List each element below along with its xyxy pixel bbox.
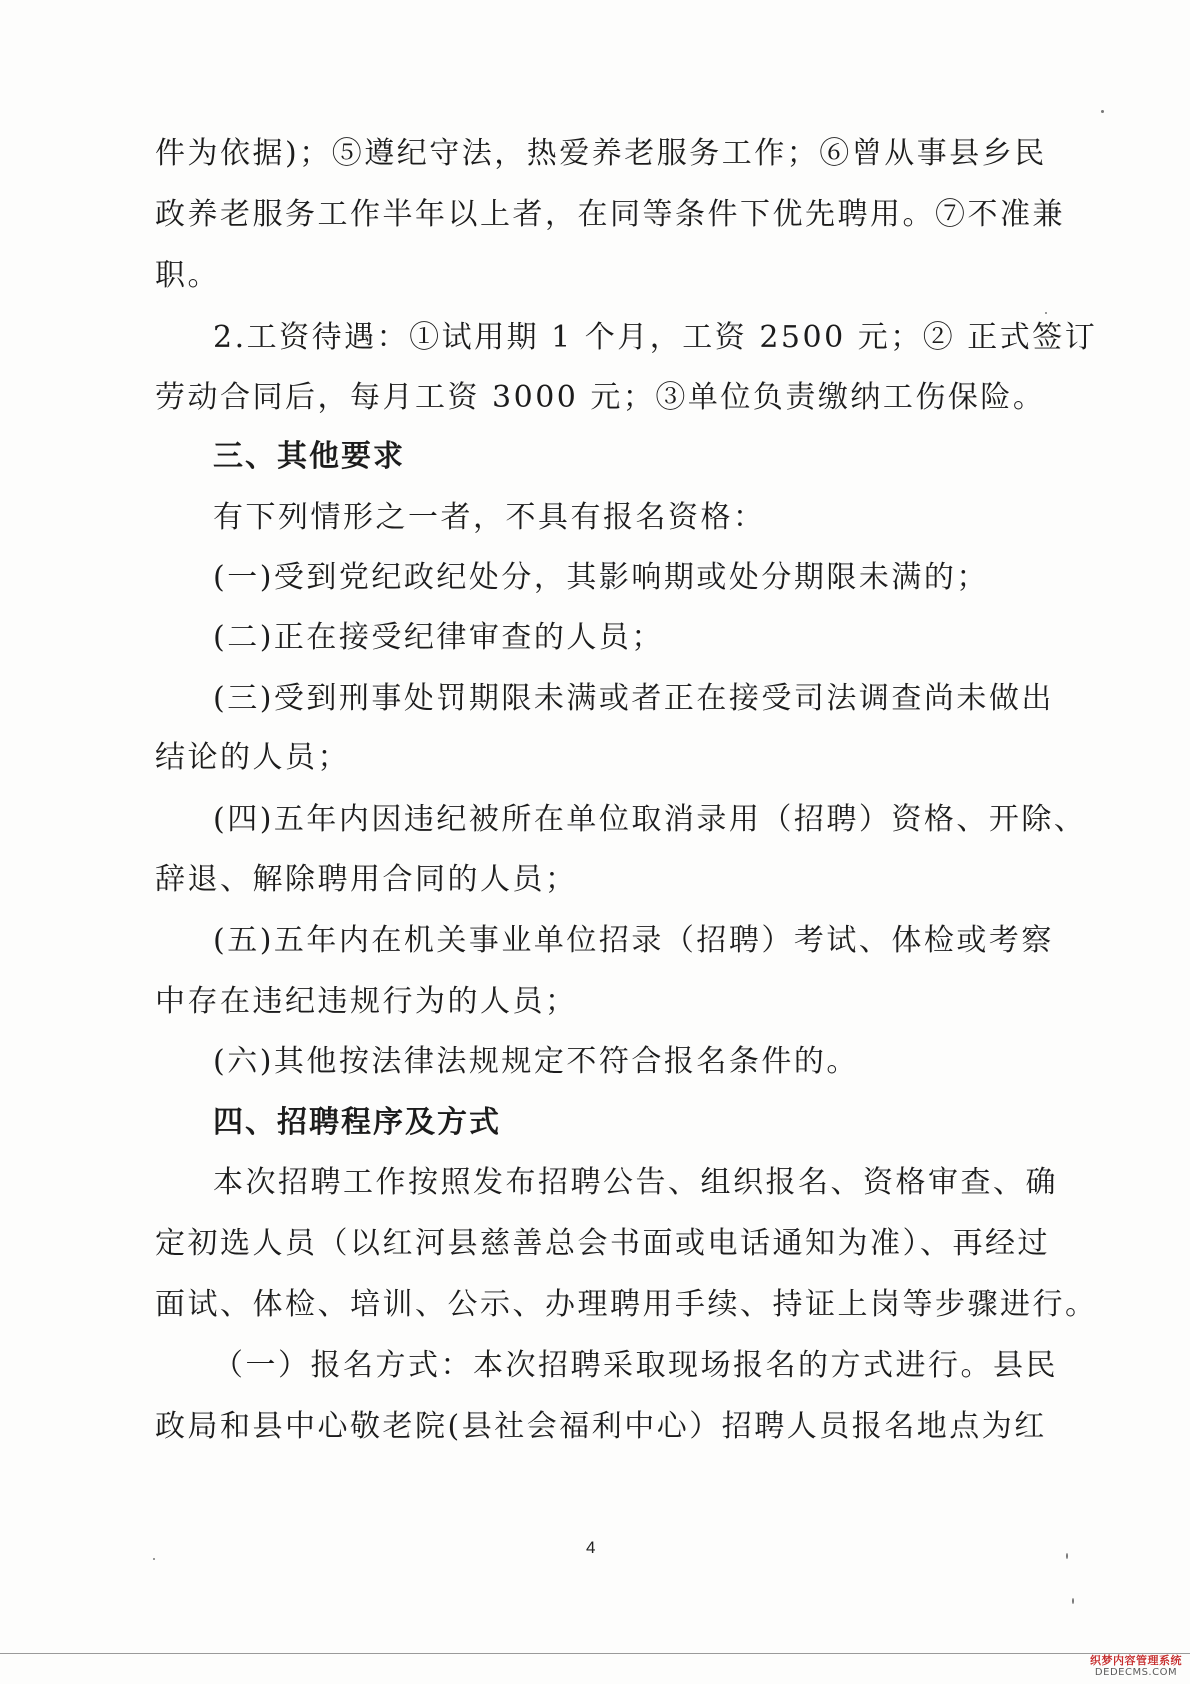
list-item: (五)五年内在机关事业单位招录（招聘）考试、体检或考察 — [213, 923, 1054, 958]
scan-bottom-edge — [0, 1653, 1190, 1654]
body-line: 中存在违纪违规行为的人员； — [155, 984, 578, 1019]
body-line: 件为依据)；⑤遵纪守法，热爱养老服务工作；⑥曾从事县乡民 — [155, 136, 1047, 171]
scan-speck — [1101, 110, 1104, 113]
body-line: 辞退、解除聘用合同的人员； — [155, 862, 578, 897]
body-line: 劳动合同后，每月工资 3000 元；③单位负责缴纳工伤保险。 — [155, 380, 1046, 415]
section-heading: 四、招聘程序及方式 — [213, 1105, 501, 1140]
body-line: 政局和县中心敬老院(县社会福利中心）招聘人员报名地点为红 — [155, 1409, 1047, 1444]
body-line: （一）报名方式：本次招聘采取现场报名的方式进行。县民 — [213, 1348, 1058, 1383]
scan-speck — [1045, 312, 1047, 314]
watermark-english: DEDECMS.COM — [1094, 1667, 1178, 1679]
body-line: 职。 — [155, 258, 220, 293]
body-line: 定初选人员（以红河县慈善总会书面或电话通知为准）、再经过 — [155, 1226, 1050, 1261]
body-line: 有下列情形之一者，不具有报名资格： — [213, 500, 766, 535]
body-line: 本次招聘工作按照发布招聘公告、组织报名、资格审查、确 — [213, 1165, 1058, 1200]
body-line: 结论的人员； — [155, 740, 350, 775]
body-line: 面试、体检、培训、公示、办理聘用手续、持证上岗等步骤进行。 — [155, 1287, 1098, 1322]
body-line: 政养老服务工作半年以上者，在同等条件下优先聘用。⑦不准兼 — [155, 197, 1065, 232]
list-item: (三)受到刑事处罚期限未满或者正在接受司法调查尚未做出 — [213, 681, 1054, 716]
scan-speck — [1066, 1553, 1068, 1559]
list-item: (一)受到党纪政纪处分，其影响期或处分期限未满的； — [213, 560, 989, 595]
list-item: (六)其他按法律法规规定不符合报名条件的。 — [213, 1044, 859, 1079]
page-number: 4 — [586, 1538, 596, 1557]
dedecms-watermark — [1088, 1655, 1184, 1678]
body-line: 2.工资待遇：①试用期 1 个月，工资 2500 元；② 正式签订 — [213, 320, 1098, 355]
list-item: (二)正在接受纪律审查的人员； — [213, 620, 664, 655]
scan-speck — [1072, 1598, 1074, 1604]
section-heading: 三、其他要求 — [213, 439, 405, 474]
list-item: (四)五年内因违纪被所在单位取消录用（招聘）资格、开除、 — [213, 802, 1087, 837]
scan-speck — [153, 1558, 155, 1560]
watermark-chinese: 织梦内容管理系统 — [1090, 1654, 1182, 1667]
